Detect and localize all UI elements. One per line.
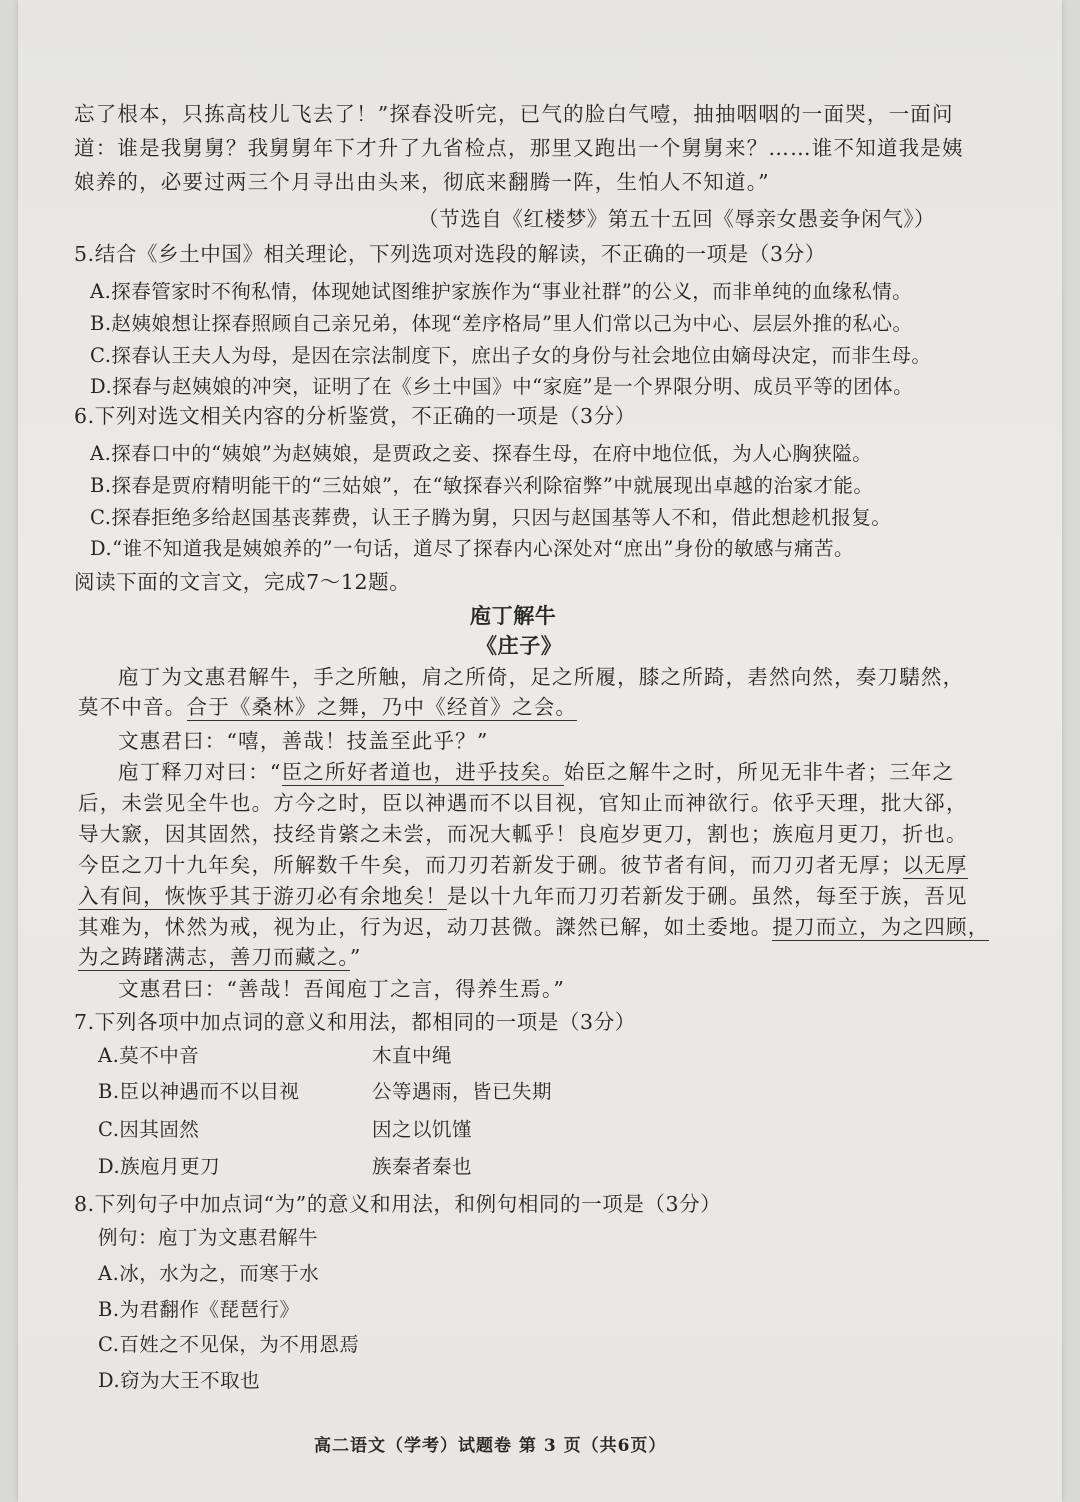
option-5c: C.探春认王夫人为母，是因在宗法制度下，庶出子女的身份与社会地位由嫡母决定，而非生母。: [90, 344, 932, 367]
option-6b: B.探春是贾府精明能干的“三姑娘”，在“敏探春兴利除宿弊”中就展现出卓越的治家才能。: [90, 474, 874, 497]
passage-author: 《庄子》: [476, 633, 563, 658]
option-6c: C.探春拒绝多给赵国基丧葬费，认王子腾为舅，只因与赵国基等人不和，借此想趁机报复。: [90, 506, 892, 529]
exam-paper: [18, 0, 1062, 1502]
option-7d-right: 族秦者秦也: [372, 1155, 473, 1178]
passage-line: 今臣之刀十九年矣，所解数千牛矣，而刀刃若新发于硎。彼节者有间，而刀刃者无厚；以无厚: [78, 853, 968, 877]
passage-line: 庖丁释刀对曰：“臣之所好者道也，进乎技矣。始臣之解牛之时，所见无非牛者；三年之: [118, 760, 955, 784]
option-7b-left: B.臣以神遇而不以目视: [98, 1080, 300, 1103]
option-5a: A.探春管家时不徇私情，体现她试图维护家族作为“事业社群”的公义，而非单纯的血缘私情。: [90, 280, 913, 303]
underlined-sentence: 以无厚: [902, 853, 968, 877]
option-8c: C.百姓之不见保，为不用恩焉: [98, 1333, 360, 1356]
question-6: 6.下列对选文相关内容的分析鉴赏，不正确的一项是（3分）: [74, 404, 636, 428]
passage-line: 文惠君曰：“嘻，善哉！技盖至此乎？”: [118, 729, 489, 753]
source-citation: （节选自《红楼梦》第五十五回《辱亲女愚妾争闲气》）: [418, 207, 936, 231]
underlined-sentence: 入有间，恢恢乎其于游刃必有余地矣！: [78, 884, 447, 908]
option-7d-left: D.族庖月更刀: [98, 1155, 221, 1178]
option-7c-left: C.因其固然: [98, 1118, 200, 1141]
option-7a-right: 木直中绳: [372, 1044, 453, 1067]
question-7: 7.下列各项中加点词的意义和用法，都相同的一项是（3分）: [74, 1010, 636, 1034]
passage-line: 庖丁为文惠君解牛，手之所触，肩之所倚，足之所履，膝之所踦，砉然向然，奏刀騞然，: [118, 665, 965, 689]
option-7b-right: 公等遇雨，皆已失期: [372, 1080, 553, 1103]
option-6d: D.“谁不知道我是姨娘养的”一句话，道尽了探春内心深处对“庶出”身份的敏感与痛苦。: [90, 537, 855, 560]
underlined-sentence: 臣之所好者道也，进乎技矣。: [281, 760, 564, 784]
passage-line: 文惠君曰：“善哉！吾闻庖丁之言，得养生焉。”: [118, 977, 566, 1001]
example-sentence: 例句：庖丁为文惠君解牛: [98, 1226, 319, 1249]
text-line: 道：谁是我舅舅？我舅舅年下才升了九省检点，那里又跑出一个舅舅来？……谁不知道我是姨: [74, 136, 964, 160]
question-8: 8.下列句子中加点词“为”的意义和用法，和例句相同的一项是（3分）: [74, 1192, 722, 1216]
underlined-sentence: 为之踌躇满志，善刀而藏之。: [78, 945, 350, 969]
passage-title: 庖丁解牛: [470, 603, 557, 628]
passage-line: 为之踌躇满志，善刀而藏之。”: [78, 945, 362, 969]
passage-line: 后，未尝见全牛也。方今之时，臣以神遇而不以目视，官知止而神欲行。依乎天理，批大郤，: [78, 791, 968, 815]
passage-line: 入有间，恢恢乎其于游刃必有余地矣！是以十九年而刀刃若新发于硎。虽然，每至于族，吾见: [78, 884, 968, 908]
text-line: 娘养的，必要过两三个月寻出由头来，彻底来翻腾一阵，生怕人不知道。”: [74, 170, 770, 194]
text-line: 忘了根本，只拣高枝儿飞去了！”探春没听完，已气的脸白气噎，抽抽咽咽的一面哭，一面问: [74, 102, 954, 126]
option-8a: A.冰，水为之，而寒于水: [98, 1262, 320, 1285]
option-5b: B.赵姨娘想让探春照顾自己亲兄弟，体现“差序格局”里人们常以己为中心、层层外推的私心。: [90, 312, 913, 335]
question-5: 5.结合《乡土中国》相关理论，下列选项对选段的解读，不正确的一项是（3分）: [74, 242, 826, 266]
option-5d: D.探春与赵姨娘的冲突，证明了在《乡土中国》中“家庭”是一个界限分明、成员平等的团体。: [90, 375, 914, 398]
option-8d: D.窃为大王不取也: [98, 1369, 261, 1392]
reading-instruction: 阅读下面的文言文，完成7～12题。: [74, 570, 411, 594]
option-7a-left: A.莫不中音: [98, 1044, 200, 1067]
passage-line: 莫不中音。合于《桑林》之舞，乃中《经首》之会。: [78, 695, 578, 719]
option-6a: A.探春口中的“姨娘”为赵姨娘，是贾政之妾、探春生母，在府中地位低，为人心胸狭隘。: [90, 442, 873, 465]
underlined-sentence: 提刀而立，为之四顾，: [772, 915, 990, 939]
option-7c-right: 因之以饥馑: [372, 1118, 473, 1141]
option-8b: B.为君翻作《琵琶行》: [98, 1298, 300, 1321]
page-footer: 高二语文（学考）试题卷 第 3 页（共6页）: [314, 1436, 667, 1456]
passage-line: 其难为，怵然为戒，视为止，行为迟，动刀甚微。謋然已解，如土委地。提刀而立，为之四顾，: [78, 915, 990, 939]
underlined-sentence: 合于《桑林》之舞，乃中《经首》之会。: [186, 695, 578, 719]
passage-line: 导大窾，因其固然，技经肯綮之未尝，而况大軱乎！良庖岁更刀，割也；族庖月更刀，折也。: [78, 822, 968, 846]
